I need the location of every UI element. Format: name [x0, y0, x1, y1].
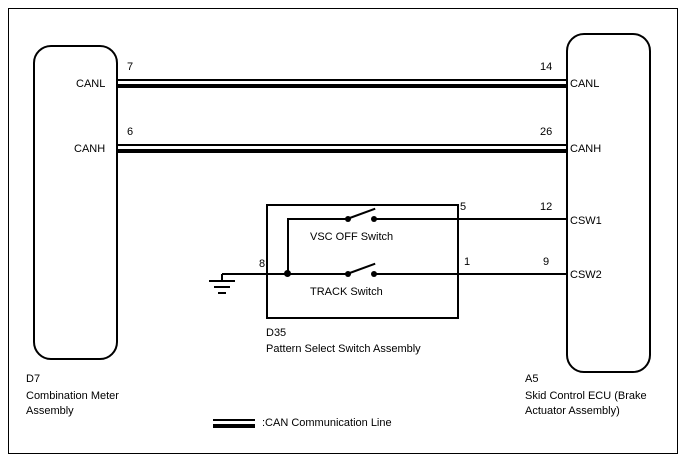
legend-can-line-symbol [213, 419, 255, 428]
ecu-terminal-csw2-label: CSW2 [570, 269, 602, 281]
pattern-select-switch-assembly-box [266, 204, 459, 319]
meter-name-line1: Combination Meter [26, 390, 119, 402]
meter-terminal-canh-pin: 6 [127, 126, 134, 138]
ground-wire [222, 273, 288, 275]
switch-assembly-pin-1-label: 1 [464, 256, 471, 268]
switch-assembly-pin-5-label: 5 [460, 201, 467, 213]
ecu-terminal-canl-pin: 14 [540, 61, 553, 73]
ecu-terminal-csw2-pin: 9 [543, 256, 550, 268]
legend-can-line-label: :CAN Communication Line [262, 417, 392, 429]
switch-common-vertical-wire [287, 218, 289, 275]
meter-terminal-canl-pin: 7 [127, 61, 134, 73]
ecu-code-label: A5 [525, 373, 539, 385]
ecu-name-line1: Skid Control ECU (Brake [525, 390, 647, 402]
track-switch-label: TRACK Switch [310, 286, 383, 298]
ground-symbol-stem [221, 274, 223, 281]
ground-symbol-bar-3 [218, 292, 226, 294]
meter-code-label: D7 [26, 373, 41, 385]
vsc-off-switch-label: VSC OFF Switch [310, 231, 394, 243]
ground-symbol-bar-2 [214, 286, 230, 288]
ecu-terminal-csw1-pin: 12 [540, 201, 553, 213]
can-high-bus-line [118, 144, 566, 153]
ecu-terminal-canh-pin: 26 [540, 126, 553, 138]
meter-terminal-canh-label: CANH [74, 143, 106, 155]
switch-assembly-code-label: D35 [266, 327, 287, 339]
combination-meter-connector [33, 45, 118, 360]
ecu-terminal-csw1-label: CSW1 [570, 215, 602, 227]
switch-assembly-pin-8-label: 8 [259, 258, 266, 270]
meter-terminal-canl-label: CANL [76, 78, 106, 90]
ecu-terminal-canh-label: CANH [570, 143, 602, 155]
ecu-terminal-canl-label: CANL [570, 78, 600, 90]
csw2-signal-wire [459, 273, 566, 275]
switch-assembly-name-label: Pattern Select Switch Assembly [266, 343, 421, 355]
track-switch-input-wire [287, 273, 348, 275]
track-switch-output-wire [373, 273, 459, 275]
csw1-signal-wire [459, 218, 566, 220]
can-low-bus-line [118, 79, 566, 88]
ecu-name-line2: Actuator Assembly) [525, 405, 620, 417]
meter-name-line2: Assembly [26, 405, 74, 417]
vsc-switch-output-wire [373, 218, 459, 220]
vsc-switch-input-wire [287, 218, 348, 220]
